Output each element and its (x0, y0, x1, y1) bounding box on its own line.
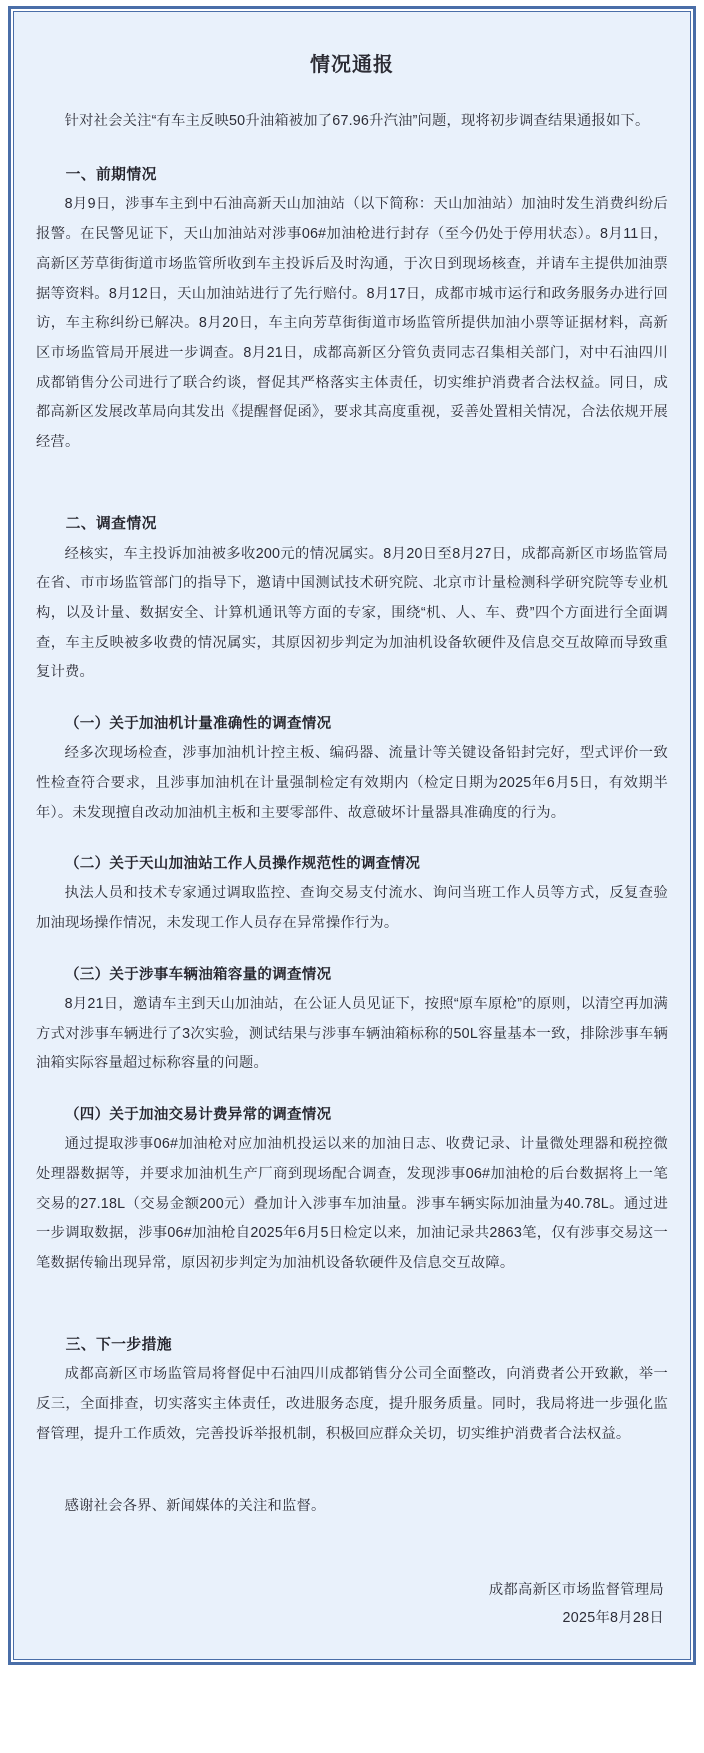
subsection-heading-2-3: （三）关于涉事车辆油箱容量的调查情况 (65, 966, 332, 983)
subsection-heading-2-4: （四）关于加油交易计费异常的调查情况 (65, 1107, 332, 1124)
subsection-2-4-paragraph-1: 通过提取涉事06#加油枪对应加油机投运以来的加油日志、收费记录、计量微处理器和税控微处理器数据等，并要求加油机生产厂商到现场配合调查，发现涉事06#加油枪的后台数据将上一笔交易的27.18L（交易金额200元）叠加计入涉事车加油量。涉事车辆实际加油量为40.78L。通过进一步调取数据，涉事06#加油枪自2025年6月5日检定以来，加油记录共2863笔，仅有涉事交易这一笔数据传输出现异常，原因初步判定为加油机设备软硬件及信息交互故障。 (36, 1136, 668, 1272)
section-heading-1: 一、前期情况 (65, 166, 157, 183)
section-spacer (36, 460, 668, 486)
section-3-paragraph-1: 成都高新区市场监管局将督促中石油四川成都销售分公司全面整改，向消费者公开致歉，举一反三，全面排查，切实落实主体责任，改进服务态度，提升服务质量。同时，我局将进一步强化监督管理，提升工作质效，完善投诉举报机制，积极回应群众关切，切实维护消费者合法权益。 (36, 1366, 668, 1442)
subsection-heading-2-1: （一）关于加油机计量准确性的调查情况 (65, 716, 332, 733)
signature-block (36, 1577, 668, 1633)
section-spacer (36, 1281, 668, 1307)
subsection-2-3-paragraph-1: 8月21日，邀请车主到天山加油站，在公证人员见证下，按照“原车原枪”的原则，以清空再加满方式对涉事车辆进行了3次实验，测试结果与涉事车辆油箱标称的50L容量基本一致，排除涉事车辆油箱实际容量超过标称容量的问题。 (36, 995, 668, 1072)
notice-card (8, 6, 696, 1665)
section-heading-2: 二、调查情况 (65, 515, 157, 532)
subsection-2-2-paragraph-1: 执法人员和技术专家通过调取监控、查询交易支付流水、询问当班工作人员等方式，反复查验加油现场操作情况，未发现工作人员存在异常操作行为。 (36, 885, 668, 932)
issue-date: 2025年8月28日 (562, 1610, 664, 1627)
closing-paragraph: 感谢社会各界、新闻媒体的关注和监督。 (64, 1497, 326, 1514)
section-1-paragraph-1: 8月9日，涉事车主到中石油高新天山加油站（以下简称：天山加油站）加油时发生消费纠纷后报警。在民警见证下，天山加油站对涉事06#加油枪进行封存（至今仍处于停用状态）。8月11日，高新区芳草街街道市场监管所收到车主投诉后及时沟通，于次日到现场核查，并请车主提供加油票据等资料。8月12日，天山加油站进行了先行赔付。8月17日，成都市城市运行和政务服务办进行回访，车主称纠纷已解决。8月20日，车主向芳草街街道市场监管所提供加油小票等证据材料，高新区市场监管局开展进一步调查。8月21日，成都高新区分管负责同志召集相关部门，对中石油四川成都销售分公司进行了联合约谈，督促其严格落实主体责任，切实维护消费者合法权益。同日，成都高新区发展改革局向其发出《提醒督促函》，要求其高度重视，妥善处置相关情况，合法依规开展经营。 (36, 196, 668, 451)
section-2-paragraph-1: 经核实，车主投诉加油被多收200元的情况属实。8月20日至8月27日，成都高新区市场监管局在省、市市场监管部门的指导下，邀请中国测试技术研究院、北京市计量检测科学研究院等专业机构，以及计量、数据安全、计算机通讯等方面的专家，围绕“机、人、车、费”四个方面进行全面调查，车主反映被多收费的情况属实，其原因初步判定为加油机设备软硬件及信息交互故障而导致重复计费。 (36, 545, 668, 681)
subsection-2-1-paragraph-1: 经多次现场检查，涉事加油机计控主板、编码器、流量计等关键设备铅封完好，型式评价一致性检查符合要求，且涉事加油机在计量强制检定有效期内（检定日期为2025年6月5日，有效期半年）。未发现擅自改动加油机主板和主要零部件、故意破坏计量器具准确度的行为。 (36, 745, 668, 821)
subsection-heading-2-2: （二）关于天山加油站工作人员操作规范性的调查情况 (65, 856, 421, 873)
issuer-name: 成都高新区市场监督管理局 (488, 1582, 664, 1599)
lead-paragraph: 针对社会关注“有车主反映50升油箱被加了67.96升汽油”问题，现将初步调查结果通报如下。 (64, 113, 650, 129)
section-heading-3: 三、下一步措施 (65, 1336, 172, 1353)
notice-body (13, 11, 691, 1660)
page-title: 情况通报 (310, 54, 394, 76)
closing-spacer (36, 1452, 668, 1492)
